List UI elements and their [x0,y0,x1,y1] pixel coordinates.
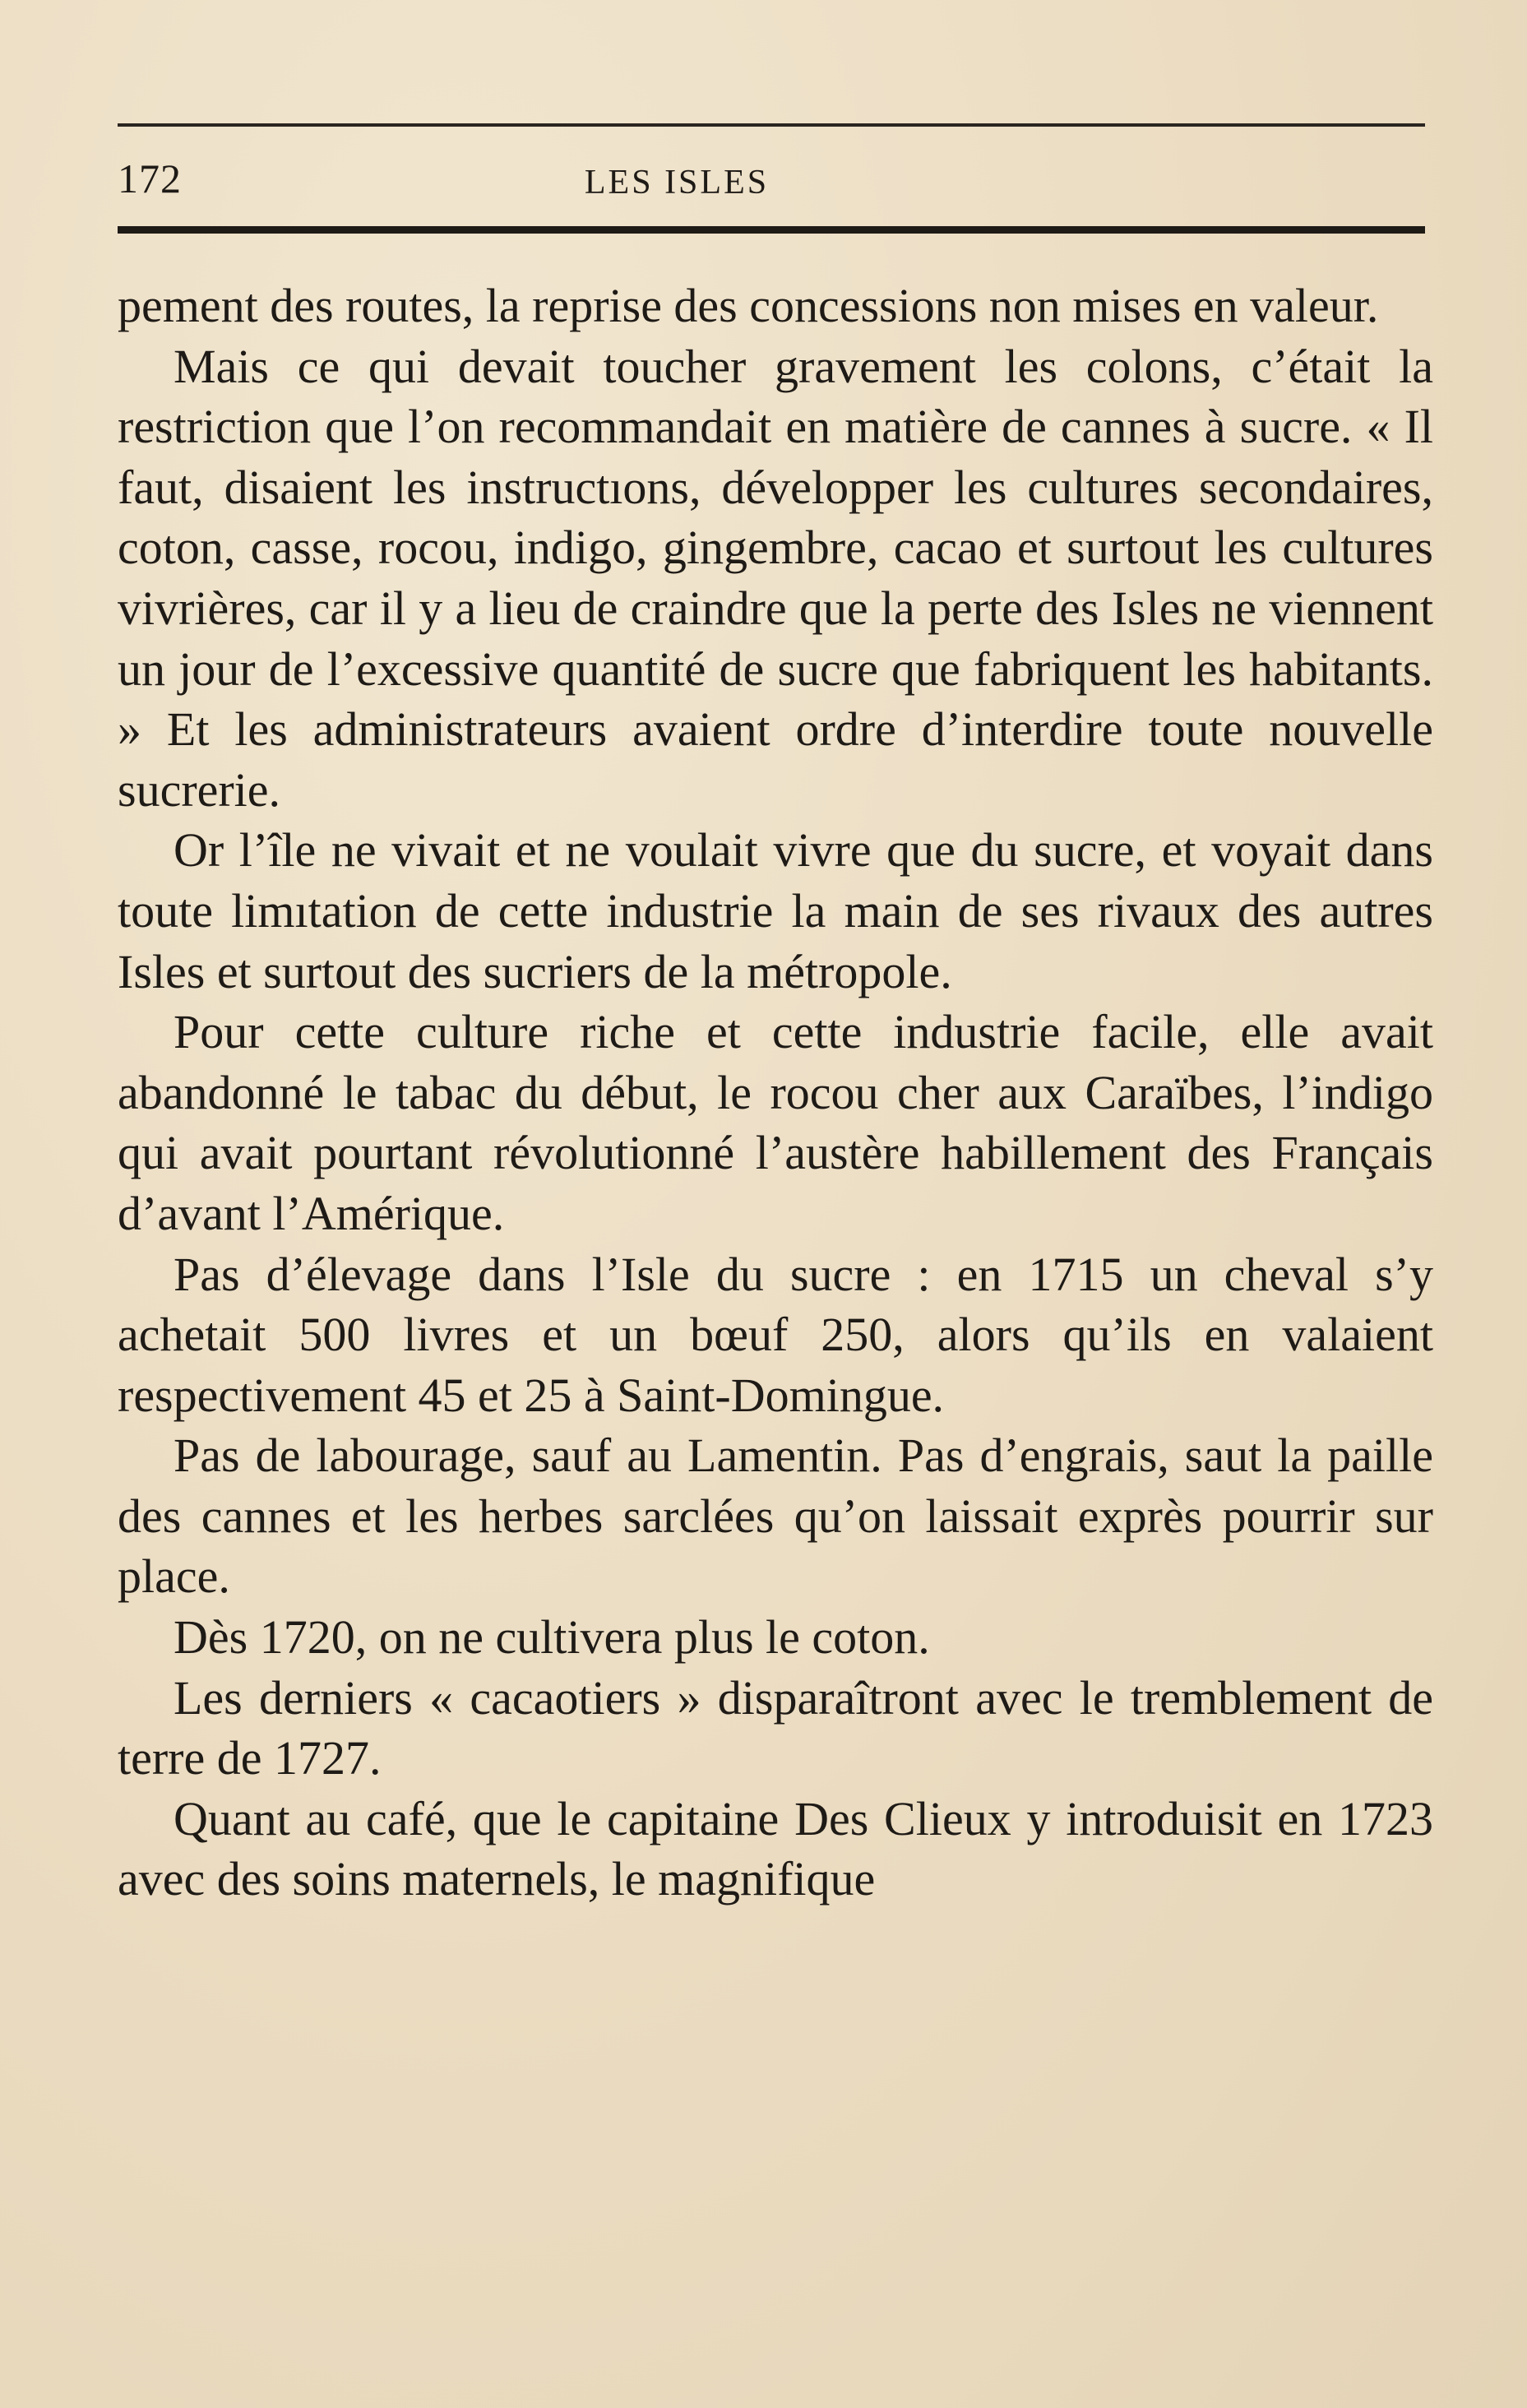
paragraph: Les derniers « cacaotiers » disparaîtront avec le tremblement de terre de 1727. [118,1670,1433,1785]
paragraph: Dès 1720, on ne cultivera plus le coton. [174,1610,930,1665]
paragraph: Pas d’élevage dans l’Isle du sucre : en 1715 un cheval s’y achetait 500 livres et un bœuf 250, alors qu’ils en valaient respectivement 45 et 25 à Saint-Domingue. [118,1247,1433,1422]
paragraph: Quant au café, que le capitaine Des Clieux y introduisit en 1723 avec des soins maternels, le magnifique [118,1791,1433,1906]
header-top-rule [118,123,1425,127]
header-bottom-rule [118,226,1425,234]
body-text [118,276,1433,1910]
paragraph: Or l’île ne vivait et ne voulait vivre que du sucre, et voyait dans toute limıtation de cette industrie la main de ses rivaux des autres Isles et surtout des sucriers de la métropole. [118,823,1433,998]
paragraph-continued: pement des routes, la reprise des concessions non mises en valeur. [118,279,1379,332]
paragraph: Pour cette culture riche et cette industrie facile, elle avait abandonné le tabac du début, le rocou cher aux Caraïbes, l’indigo qui avait pourtant révolutionné l’austère habillement des Français d’avant l’Amérique. [118,1005,1433,1240]
paragraph: Pas de labourage, sauf au Lamentin. Pas d’engrais, saut la paille des cannes et les herbes sarclées qu’on laissait exprès pourrir sur place. [118,1429,1433,1604]
running-header [118,155,1425,212]
running-title: LES ISLES [584,164,770,201]
page-number: 172 [118,155,182,201]
paragraph: Mais ce qui devait toucher gravement les colons, c’était la restriction que l’on recommandait en matière de cannes à sucre. « Il faut, disaient les instructıons, développer les cultures secondaires, coton, casse, rocou, indigo, gingembre, cacao et surtout les cultures vivrières, car il y a lieu de craindre que la perte des Isles ne viennent un jour de l’excessive quantité de sucre que fabriquent les habitants. » Et les administrateurs avaient ordre d’interdire toute nouvelle sucrerie. [118,339,1433,817]
